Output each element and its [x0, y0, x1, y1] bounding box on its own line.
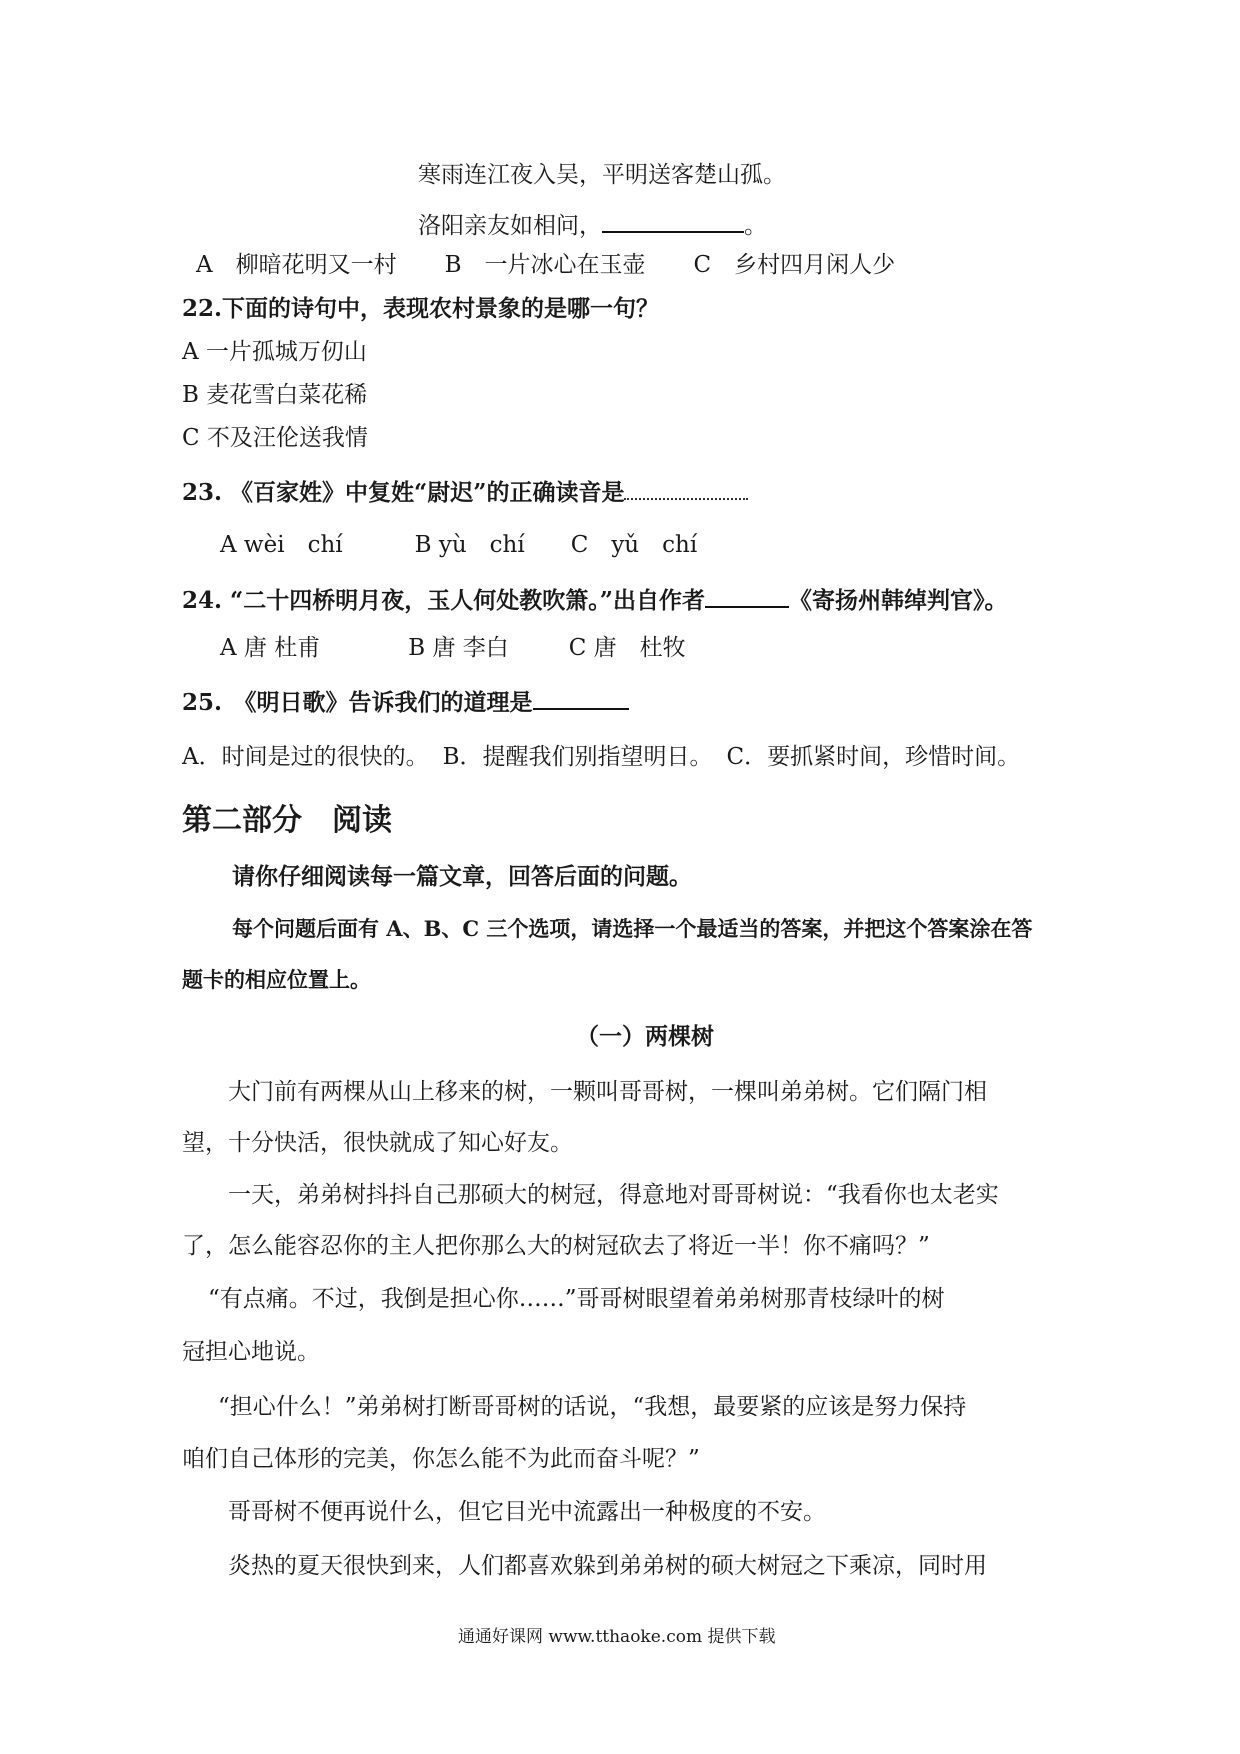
q25-option-a[interactable]: A．时间是过的很快的。: [182, 744, 429, 770]
q21-options: [196, 250, 895, 280]
passage-line: 咱们自己体形的完美，你怎么能不为此而奋斗呢？”: [182, 1446, 700, 1472]
section-instruction-1: 请你仔细阅读每一篇文章，回答后面的问题。: [232, 863, 692, 890]
q21-option-c[interactable]: C 乡村四月闲人少: [693, 252, 896, 278]
q24-option-b[interactable]: B 唐 李白: [408, 635, 509, 661]
q24-option-c[interactable]: C 唐 杜牧: [568, 635, 686, 661]
q21-option-b[interactable]: B 一片冰心在玉壶: [444, 252, 646, 278]
poem-line-2-end: 。: [744, 213, 767, 239]
q21-option-a[interactable]: A 柳暗花明又一村: [196, 252, 397, 278]
section-title-reading: 第二部分 阅读: [182, 803, 392, 838]
q23-option-a[interactable]: A wèi chí: [220, 532, 343, 558]
q23-stem-line: [182, 476, 748, 508]
q22-option-b[interactable]: B 麦花雪白菜花稀: [182, 382, 368, 408]
q25-stem: 25. 《明日歌》告诉我们的道理是: [182, 689, 533, 716]
q23-option-c[interactable]: C yǔ chí: [570, 532, 698, 558]
section-instruction-2-line-1: 每个问题后面有 A、B、C 三个选项，请选择一个最适当的答案，并把这个答案涂在答: [232, 916, 1033, 941]
passage-line: 大门前有两棵从山上移来的树，一颗叫哥哥树，一棵叫弟弟树。它们隔门相: [228, 1079, 987, 1105]
poem-line-2: [418, 209, 767, 241]
answer-blank[interactable]: [602, 209, 744, 233]
page-footer: 通通好课网 www.tthaoke.com 提供下载: [458, 1627, 776, 1647]
q25-stem-line: [182, 686, 629, 718]
passage-line: 一天，弟弟树抖抖自己那硕大的树冠，得意地对哥哥树说：“我看你也太老实: [228, 1182, 999, 1208]
q22-stem: 22.下面的诗句中，表现农村景象的是哪一句？: [182, 295, 660, 322]
passage-line: 哥哥树不便再说什么，但它目光中流露出一种极度的不安。: [228, 1499, 826, 1525]
q22-option-a[interactable]: A 一片孤城万仞山: [182, 339, 367, 365]
passage-line: “有点痛。不过，我倒是担心你……”哥哥树眼望着弟弟树那青枝绿叶的树: [208, 1286, 945, 1312]
q24-options: [220, 633, 686, 663]
q24-stem: 24. “二十四桥明月夜，玉人何处教吹箫。”出自作者: [182, 587, 705, 614]
q23-options: [220, 530, 697, 560]
q23-stem: 23. 《百家姓》中复姓“尉迟”的正确读音是: [182, 479, 625, 506]
q22-option-c[interactable]: C 不及汪伦送我情: [182, 425, 368, 451]
passage-line: 炎热的夏天很快到来，人们都喜欢躲到弟弟树的硕大树冠之下乘凉，同时用: [228, 1553, 987, 1579]
poem-line-2-text: 洛阳亲友如相问，: [418, 213, 602, 239]
q25-options: [182, 742, 1020, 772]
passage-line: 了，怎么能容忍你的主人把你那么大的树冠砍去了将近一半！你不痛吗？”: [182, 1233, 930, 1259]
q25-answer-blank[interactable]: [533, 686, 629, 710]
q25-option-c[interactable]: C．要抓紧时间，珍惜时间。: [726, 744, 1021, 770]
passage-line: “担心什么！”弟弟树打断哥哥树的话说，“我想，最要紧的应该是努力保持: [218, 1394, 967, 1420]
q24-stem-end: 《寄扬州韩绰判官》。: [788, 587, 1008, 614]
section-instruction-2-line-2: 题卡的相应位置上。: [182, 967, 371, 992]
q24-stem-line: [182, 584, 1007, 616]
passage-title: （一）两棵树: [576, 1023, 714, 1050]
poem-line-1: 寒雨连江夜入吴，平明送客楚山孤。: [418, 162, 786, 188]
q23-option-b[interactable]: B yù chí: [414, 532, 525, 558]
q23-answer-blank[interactable]: [624, 476, 748, 500]
q24-option-a[interactable]: A 唐 杜甫: [220, 635, 321, 661]
passage-line: 冠担心地说。: [182, 1339, 320, 1365]
q24-answer-blank[interactable]: [705, 584, 789, 608]
q25-option-b[interactable]: B．提醒我们别指望明日。: [442, 744, 713, 770]
passage-line: 望，十分快活，很快就成了知心好友。: [182, 1130, 573, 1156]
